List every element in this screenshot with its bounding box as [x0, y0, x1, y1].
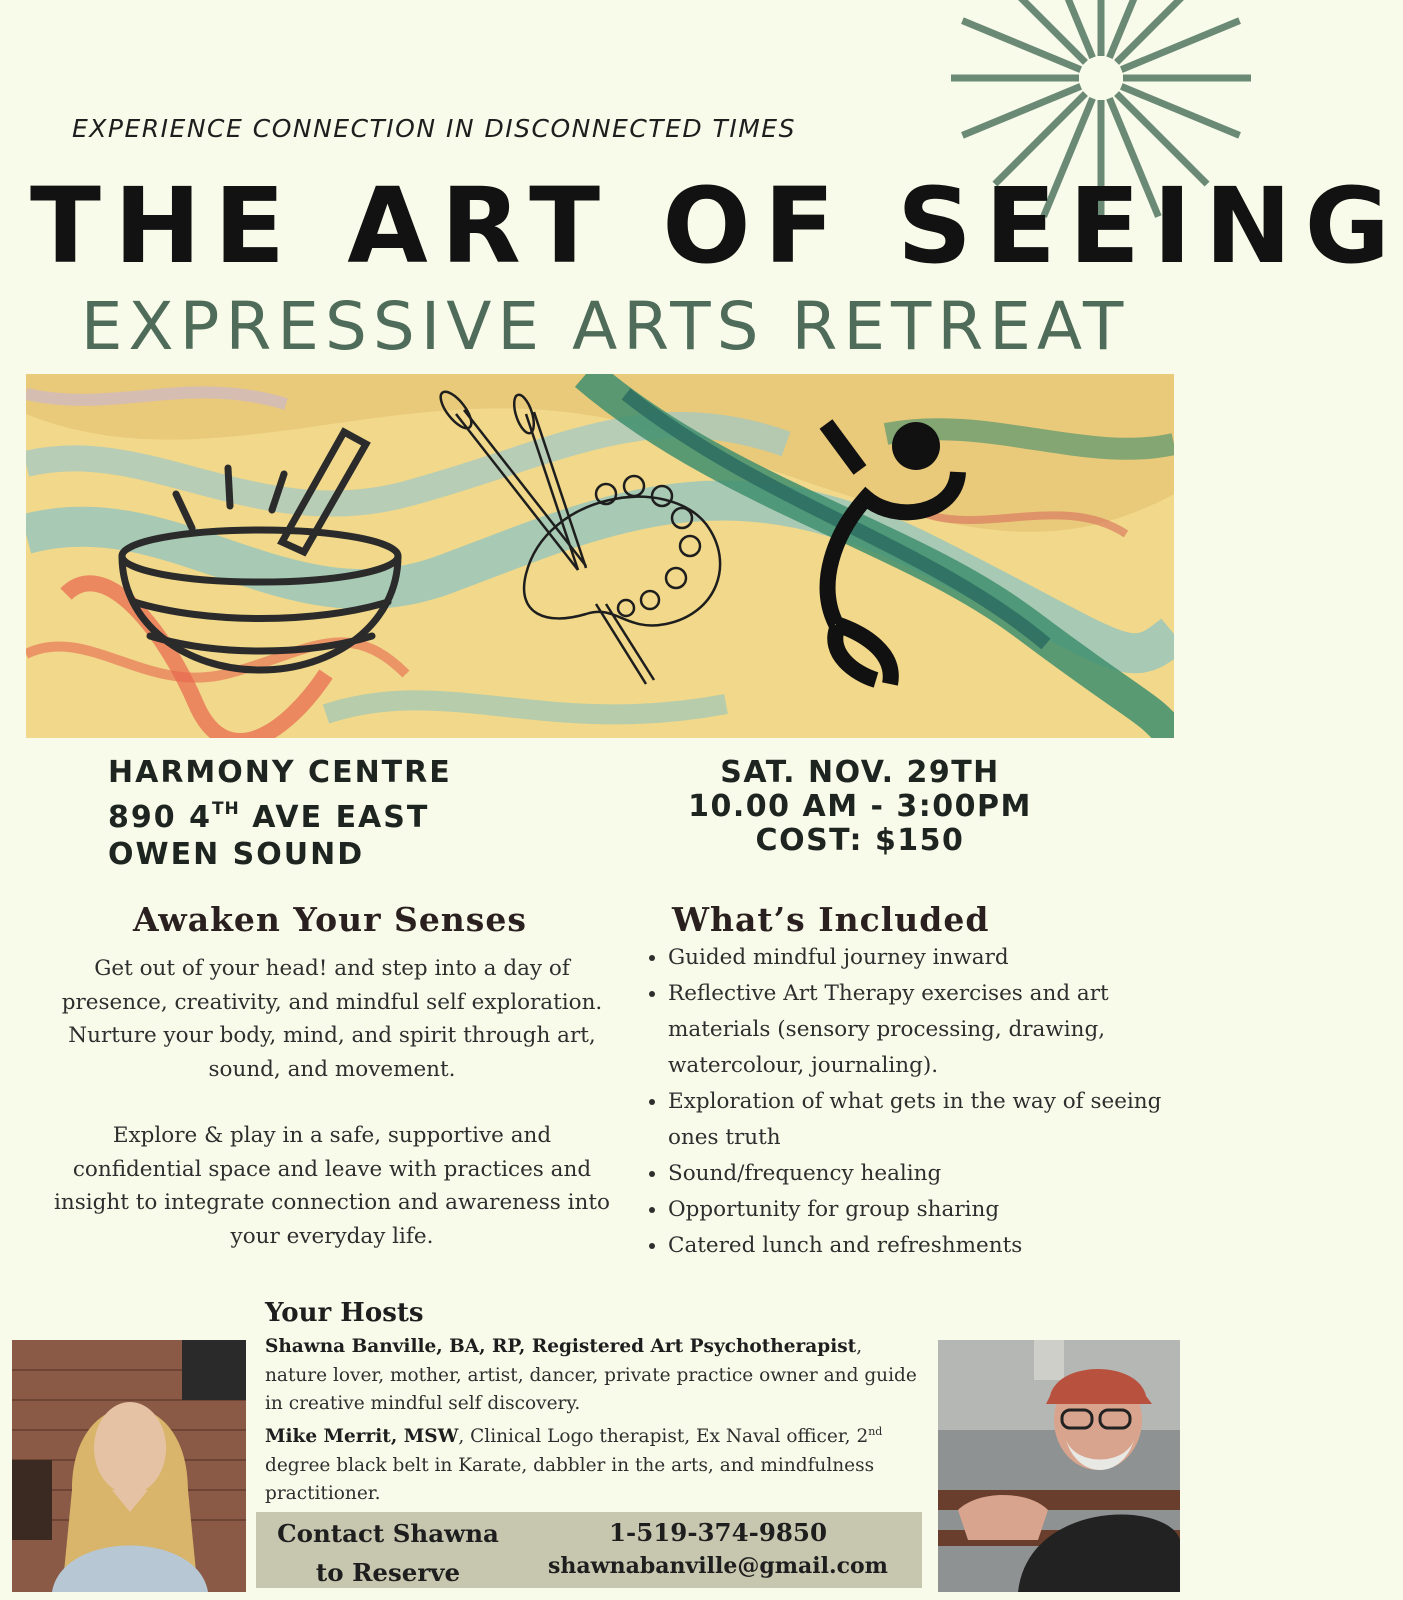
- list-item: • Opportunity for group sharing: [668, 1192, 1188, 1228]
- event-subtitle: EXPRESSIVE ARTS RETREAT: [80, 288, 1130, 365]
- event-date: SAT. NOV. 29TH: [720, 755, 1000, 790]
- event-details: [640, 756, 1080, 858]
- list-item: • Catered lunch and refreshments: [668, 1228, 1188, 1264]
- venue-address: [108, 754, 588, 873]
- contact-email[interactable]: shawnabanville@gmail.com: [548, 1553, 888, 1579]
- event-title: THE ART OF SEEING: [30, 165, 1403, 287]
- sunburst-icon: [958, 0, 1200, 186]
- contact-label: Contact Shawna to Reserve: [277, 1519, 499, 1587]
- included-list: [648, 940, 1188, 1264]
- awaken-paragraph-2: Explore & play in a safe, supportive and confidential space and leave with practices and insight to integrate connection and awareness into your everyday life.: [54, 1123, 610, 1249]
- host-mike-photo: [938, 1340, 1180, 1592]
- marbled-banner: [26, 374, 1174, 738]
- venue-city: OWEN SOUND: [108, 837, 365, 872]
- awaken-heading: Awaken Your Senses: [133, 900, 527, 939]
- host-shawna-photo: [12, 1340, 246, 1592]
- host-mike-name: Mike Merrit, MSW: [265, 1426, 459, 1448]
- event-cost: COST: $150: [755, 823, 965, 858]
- included-heading: What’s Included: [672, 900, 990, 939]
- host-mike-bio: Mike Merrit, MSW, Clinical Logo therapist, Ex Naval officer, 2nd degree black belt in Karate, dabbler in the arts, and mindfulness practitioner.: [265, 1425, 883, 1505]
- venue-name: HARMONY CENTRE: [108, 755, 452, 790]
- list-item: • Reflective Art Therapy exercises and art materials (sensory processing, drawing, watercolour, journaling).: [668, 976, 1188, 1084]
- list-item: • Sound/frequency healing: [668, 1156, 1188, 1192]
- awaken-paragraph-1: Get out of your head! and step into a day of presence, creativity, and mindful self exploration. Nurture your body, mind, and spirit through art, sound, and movement.: [61, 956, 603, 1082]
- venue-street: 890 4TH AVE EAST: [108, 799, 430, 835]
- host-shawna-name: Shawna Banville, BA, RP, Registered Art Psychotherapist: [265, 1336, 857, 1357]
- hosts-heading: Your Hosts: [265, 1298, 424, 1328]
- list-item: • Guided mindful journey inward: [668, 940, 1188, 976]
- host-shawna-bio: Shawna Banville, BA, RP, Registered Art Psychotherapist, nature lover, mother, artist, dancer, private practice owner and guide in creative mindful self discovery.: [265, 1336, 917, 1414]
- tagline: EXPERIENCE CONNECTION IN DISCONNECTED TIMES: [72, 114, 796, 143]
- event-time: 10.00 AM - 3:00PM: [688, 789, 1032, 824]
- list-item: • Exploration of what gets in the way of seeing ones truth: [668, 1084, 1188, 1156]
- contact-phone[interactable]: 1-519-374-9850: [608, 1518, 828, 1547]
